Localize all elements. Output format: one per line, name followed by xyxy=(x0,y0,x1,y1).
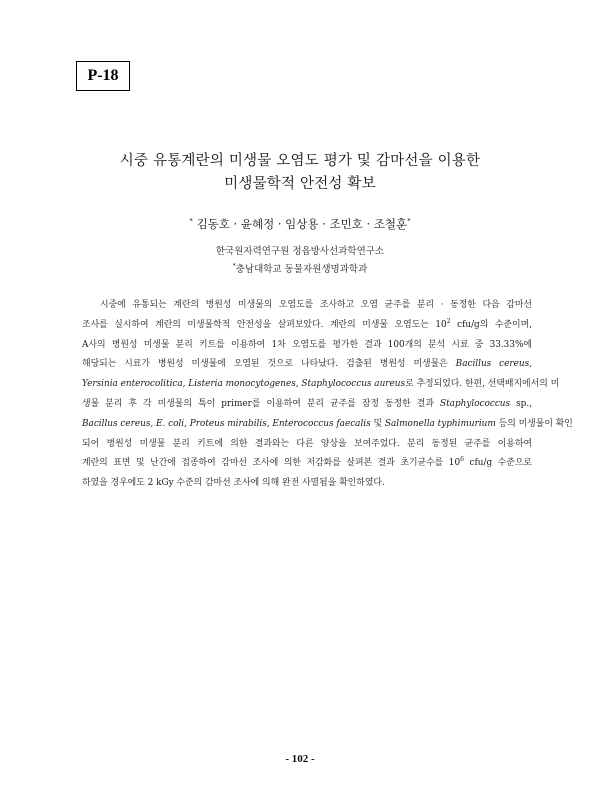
abstract-line xyxy=(82,435,532,455)
species-name: Salmonella typhimurium xyxy=(384,418,496,429)
affiliation-2 xyxy=(0,259,600,277)
abstract-line xyxy=(82,474,532,494)
abstract-text: 되어 병원성 미생물 분리 키트에 의한 결과와는 다른 양상을 보여주었다. 분리 동정된 균주를 이용하여 xyxy=(82,438,532,449)
abstract-line xyxy=(82,454,532,474)
abstract-text: cfu/g의 수준이며, xyxy=(450,319,532,330)
abstract-line xyxy=(82,375,560,395)
species-name: Bacillus cereus, E. coli, Proteus mirabilis, Enterococcus faecalis xyxy=(82,418,371,429)
abstract-line xyxy=(82,355,532,375)
affiliation-2-text: 충남대학교 동물자원생명과학과 xyxy=(235,264,368,276)
affiliation-1: 한국원자력연구원 정읍방사선과학연구소 xyxy=(215,246,385,257)
abstract-text: 시중에 유통되는 계란의 병원성 미생물의 오염도를 조사하고 오염 균주를 분리 · 동정한 다음 감마선 xyxy=(100,300,532,310)
exponent: 2 xyxy=(446,317,451,325)
abstract-text: 조사를 실시하여 계란의 미생물학적 안전성을 살펴보았다. 계란의 미생물 오염도는 10 xyxy=(82,319,447,330)
species-name: Bacillus cereus, xyxy=(455,359,532,370)
abstract-body xyxy=(82,296,573,494)
title-line-1: 시중 유통계란의 미생물 오염도 평가 및 감마선을 이용한 xyxy=(119,153,481,169)
title-line-2: 미생물학적 안전성 확보 xyxy=(224,176,376,192)
abstract-text: 등의 미생물이 확인 xyxy=(495,418,573,429)
page-number: - 102 - xyxy=(285,753,315,765)
abstract-text: A사의 병원성 미생물 분리 키트를 이용하여 1차 오염도를 평가한 결과 100개의 분석 시료 중 33.33%에 xyxy=(82,339,532,350)
abstract-text: 및 xyxy=(370,418,385,429)
author-list xyxy=(0,216,600,232)
author-names: 김동호 · 윤혜정 · 임상용 · 조민호 · 조철훈 xyxy=(196,217,408,231)
abstract-text: 로 추정되었다. 한편, 선택배지에서의 미 xyxy=(405,379,560,390)
poster-code: P-18 xyxy=(87,67,119,84)
abstract-line xyxy=(82,415,573,435)
abstract-text: 계란의 표면 및 난간에 접종하여 감마선 조사에 의한 저감화를 살펴본 결과 초기균수를 10 xyxy=(82,458,461,469)
abstract-line xyxy=(82,296,532,316)
poster-code-box xyxy=(76,61,130,91)
abstract-text: cfu/g 수준으로 xyxy=(463,458,532,469)
abstract-line xyxy=(82,336,532,356)
species-name: Staphylococcus xyxy=(440,398,511,409)
abstract-text: 생물 분리 후 각 미생물의 특이 primer를 이용하여 분리 균주를 잠정 동정한 결과 xyxy=(82,398,441,409)
exponent: 6 xyxy=(460,456,464,464)
abstract-text: sp., xyxy=(510,398,533,409)
abstract-line xyxy=(82,395,532,415)
species-name: Yersinia enterocolitica, Listeria monocytogenes, Staphylococcus aureus xyxy=(82,379,406,390)
corresponding-mark: * xyxy=(189,217,193,226)
affiliation-2-mark: * xyxy=(232,263,236,270)
abstract-text: 해당되는 시료가 병원성 미생물에 오염된 것으로 나타났다. 검출된 병원성 미생물은 xyxy=(82,359,456,370)
affiliation-mark: * xyxy=(407,217,411,226)
abstract-line xyxy=(82,316,532,336)
abstract-text: 하였을 경우에도 2 kGy 수준의 감마선 조사에 의해 완전 사멸됨을 확인하였다. xyxy=(82,478,385,489)
